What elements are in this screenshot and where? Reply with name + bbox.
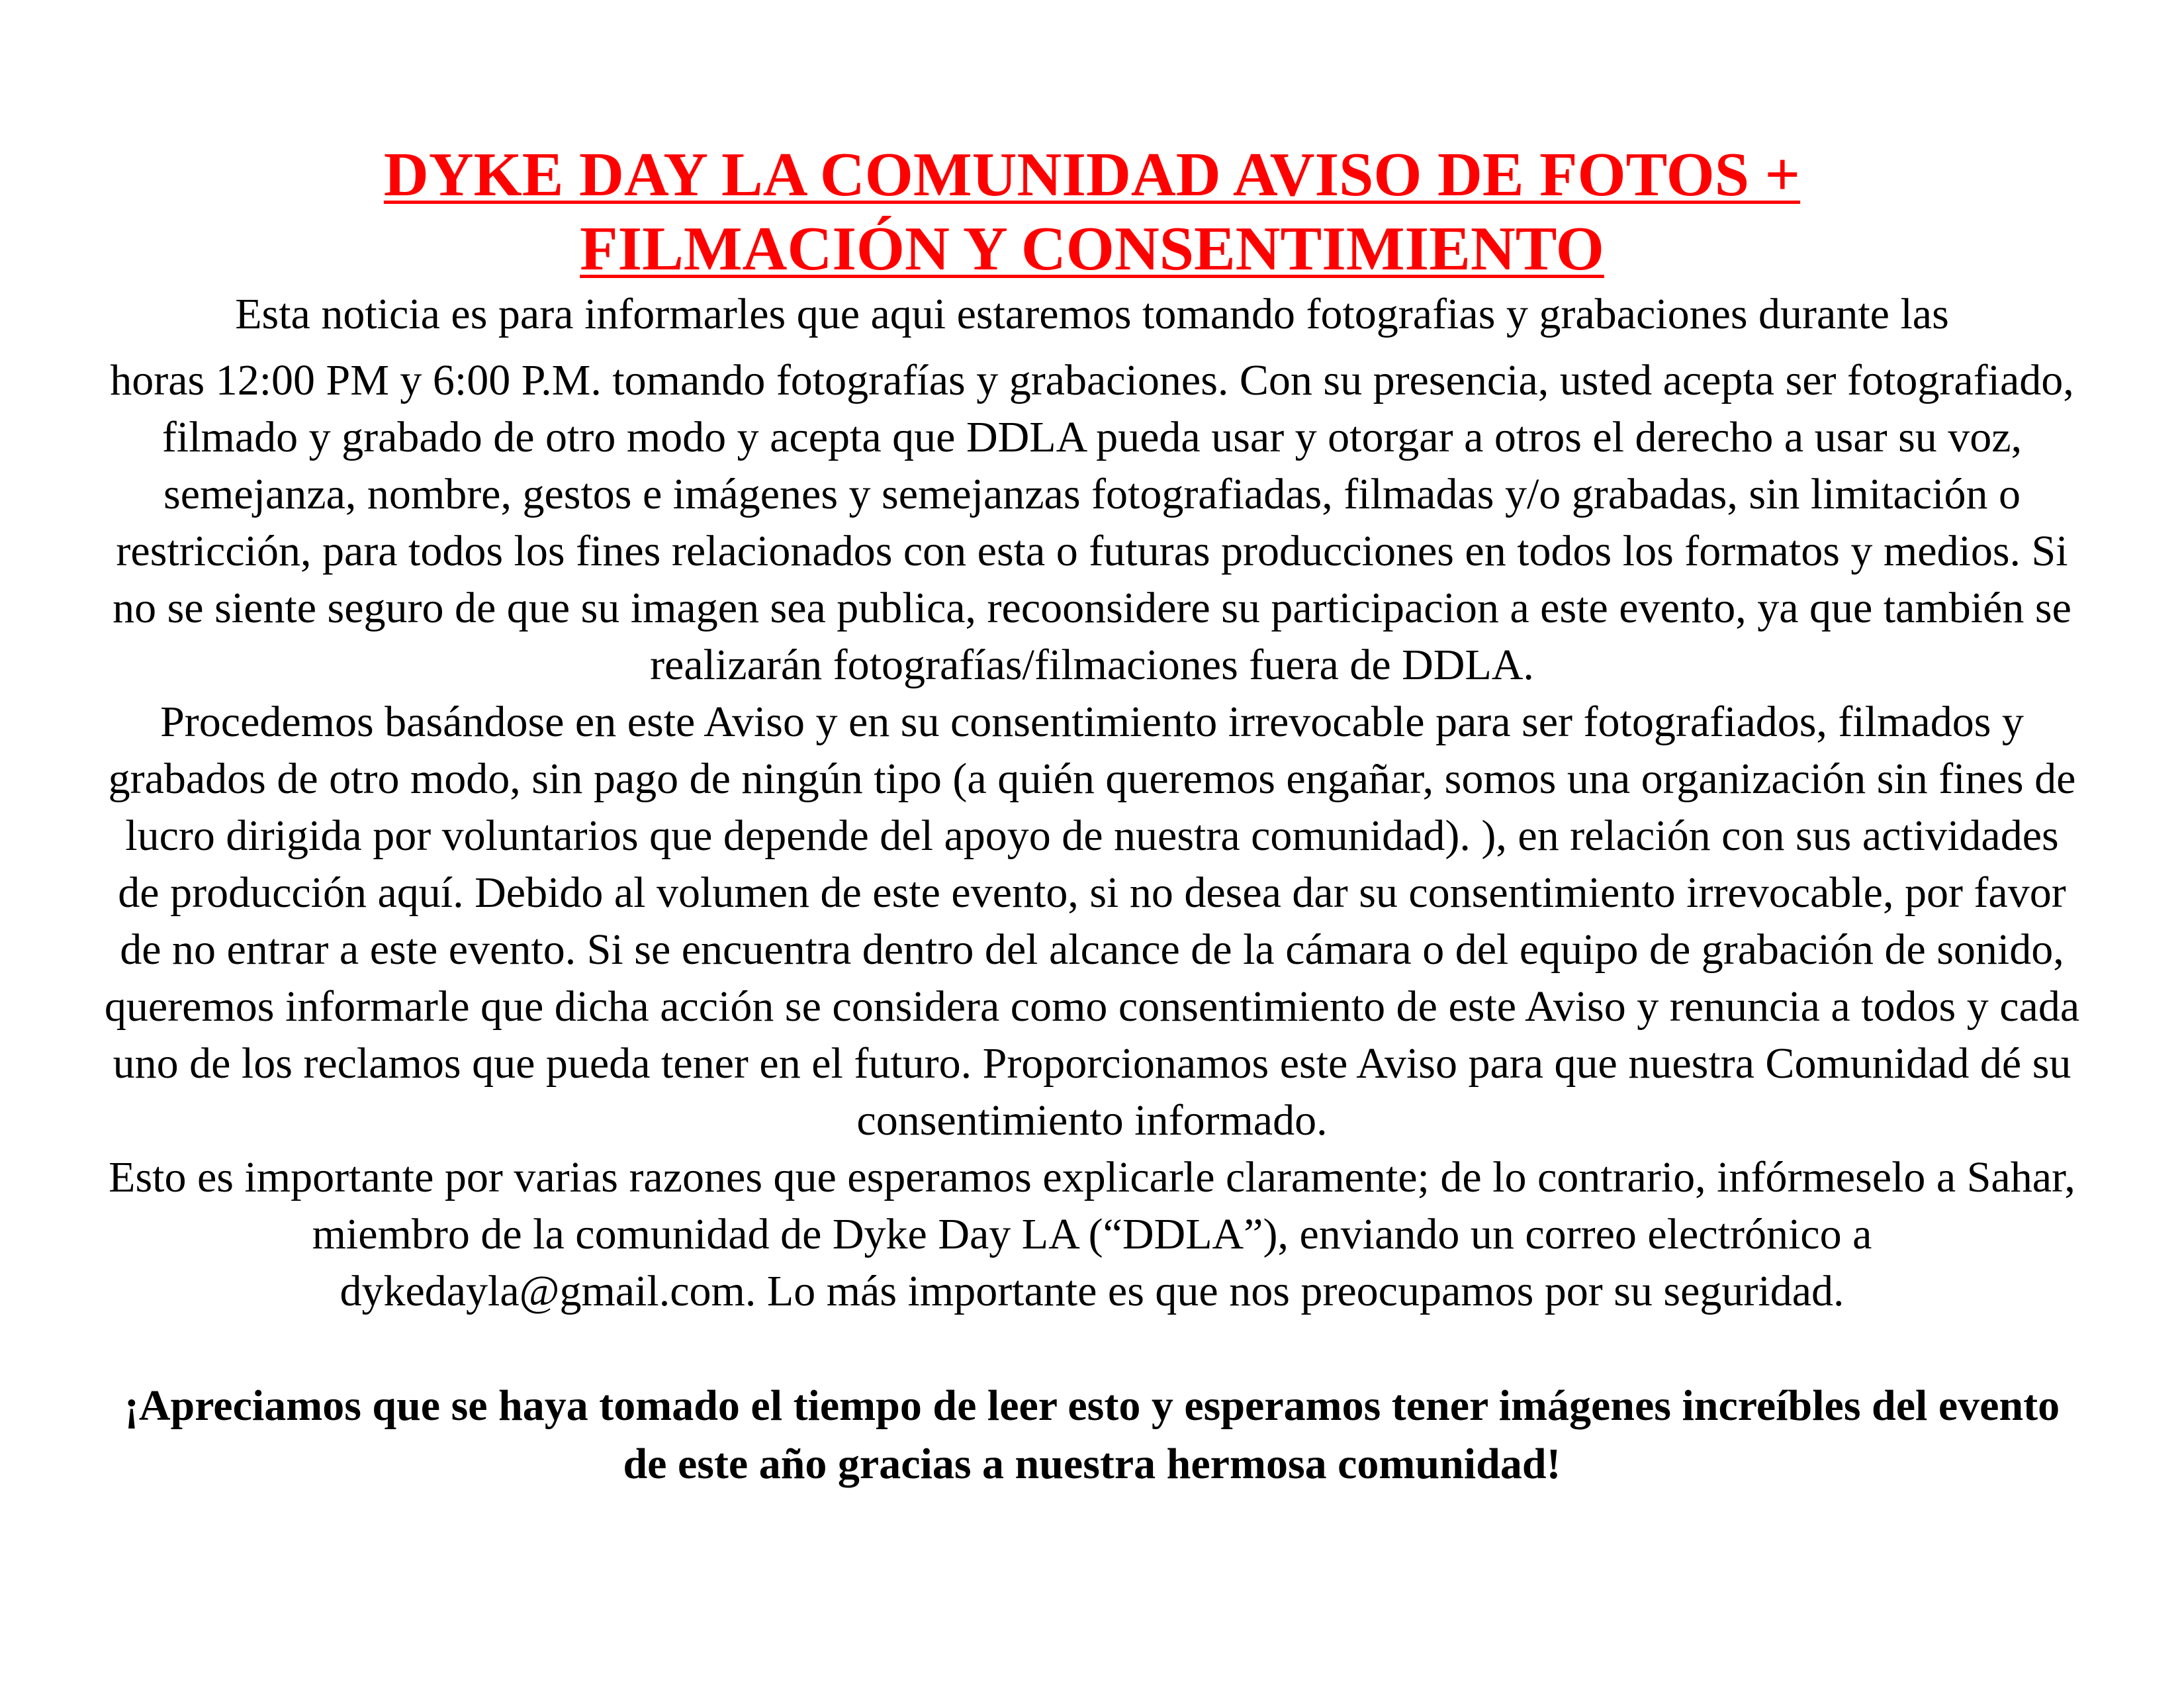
paragraph-consent: Procedemos basándose en este Aviso y en su consentimiento irrevocable para ser fotografiados, filmados y grabados de otro modo, sin pago de ningún tipo (a quién queremos engañar, somos una organización sin fines de lucro dirigida por voluntarios que depende del apoyo de nuestra comunidad). ), en relación con sus actividades de producción aquí. Debido al volumen de este evento, si no desea dar su consentimiento irrevocable, por favor de no entrar a este evento. Si se encuentra dentro del alcance de la cámara o del equipo de grabación de sonido, queremos informarle que dicha acción se considera como consentimiento de este Aviso y renuncia a todos y cada uno de los reclamos que pueda tener en el futuro. Proporcionamos este Aviso para que nuestra Comunidad dé su consentimiento informado. xyxy=(104,698,2080,1145)
paragraph-notice xyxy=(99,286,2085,694)
document-title-line-2: FILMACIÓN Y CONSENTIMIENTO xyxy=(580,214,1604,283)
paragraph-notice-body: horas 12:00 PM y 6:00 P.M. tomando fotografías y grabaciones. Con su presencia, usted acepta ser fotografiado, filmado y grabado de otro modo y acepta que DDLA pueda usar y otorgar a otros el derecho a usar su voz, semejanza, nombre, gestos e imágenes y semejanzas fotografiadas, filmadas y/o grabadas, sin limitación o restricción, para todos los fines relacionados con esta o futuras producciones en todos los formatos y medios. Si no se siente seguro de que su imagen sea publica, recoonsidere su participacion a este evento, ya que también se realizarán fotografías/filmaciones fuera de DDLA. xyxy=(110,356,2074,689)
document-title-line-1: DYKE DAY LA COMUNIDAD AVISO DE FOTOS + xyxy=(383,140,1801,209)
section-spacer xyxy=(99,1320,2085,1377)
document-title xyxy=(99,138,2085,286)
paragraph-contact: Esto es importante por varias razones que esperamos explicarle claramente; de lo contrario, infórmeselo a Sahar, miembro de la comunidad de Dyke Day LA (“DDLA”), enviando un correo electrónico a dykedayla@gmail.com. Lo más importante es que nos preocupamos por su seguridad. xyxy=(109,1153,2075,1315)
paragraph-notice-first-line: Esta noticia es para informarles que aqui estaremos tomando fotografias y grabaciones durante las xyxy=(235,290,1949,338)
document-page xyxy=(99,138,2085,1493)
closing-statement: ¡Apreciamos que se haya tomado el tiempo de leer esto y esperamos tener imágenes increíbles del evento de este año gracias a nuestra hermosa comunidad! xyxy=(124,1382,2060,1488)
